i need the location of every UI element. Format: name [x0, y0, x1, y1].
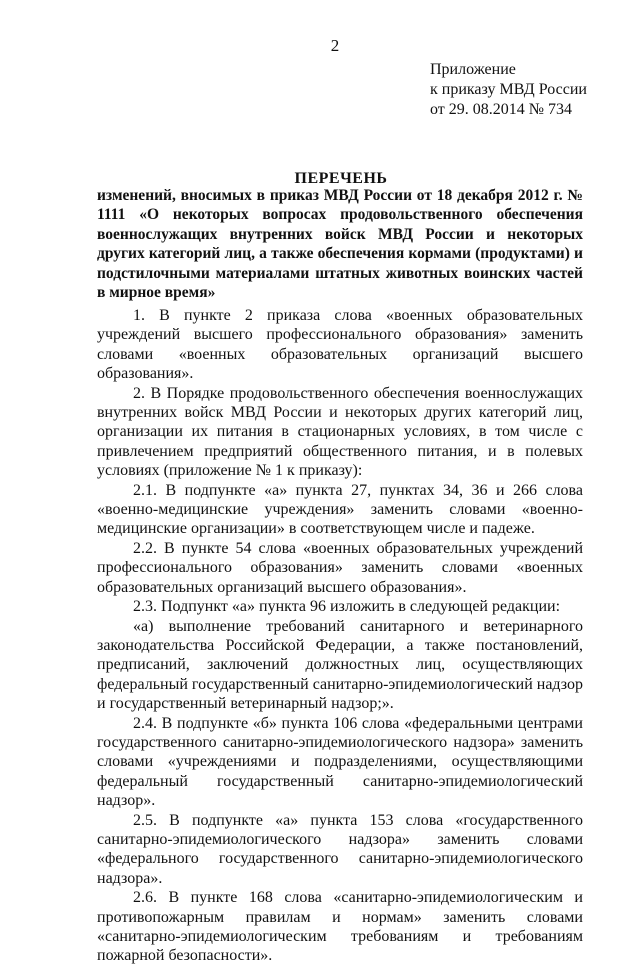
document-body	[97, 306, 583, 966]
page-number: 2	[330, 36, 340, 55]
paragraph: 2.2. В пункте 54 слова «военных образовательных учреждений профессионального образования» заменить словами «военных образовательных организаций высшего образования».	[97, 539, 583, 596]
paragraph: 1. В пункте 2 приказа слова «военных образовательных учреждений высшего профессионального образования» заменить словами «военных образовательных организаций высшего образования».	[97, 307, 583, 383]
paragraph: 2.1. В подпункте «а» пункта 27, пунктах 34, 36 и 266 слова «военно-медицинские учреждения» заменить словами «военно-медицинские организации» в соответствующем числе и падеже.	[97, 481, 583, 538]
appendix-block	[430, 60, 587, 120]
paragraph: 2.4. В подпункте «б» пункта 106 слова «федеральными центрами государственного санитарно-эпидемиологического надзора» заменить словами «учреждениями и подразделениями, осуществляющими федеральный государственный санитарно-эпидемиологический надзор».	[97, 714, 583, 810]
document-heading: изменений, вносимых в приказ МВД России от 18 декабря 2012 г. № 1111 «О некоторых вопросах продовольственного обеспечения военнослужащих внутренних войск МВД России и некоторых других категорий лиц, а также обеспечения кормами (продуктами) и подстилочными материалами штатных животных воинских частей в мирное время»	[97, 187, 583, 302]
appendix-line: от 29. 08.2014 № 734	[430, 101, 573, 118]
paragraph: 2.6. В пункте 168 слова «санитарно-эпидемиологическим и противопожарным правилам и нормам» заменить словами «санитарно-эпидемиологическим требованиям и требованиям пожарной безопасности».	[97, 889, 583, 965]
paragraph: 2. В Порядке продовольственного обеспечения военнослужащих внутренних войск МВД России и некоторых других категорий лиц, организации их питания в стационарных условиях, в том числе с привлечением предприятий общественного питания, и в полевых условиях (приложение № 1 к приказу):	[97, 384, 583, 480]
paragraph: 2.5. В подпункте «а» пункта 153 слова «государственного санитарно-эпидемиологического надзора» заменить словами «федерального государственного санитарно-эпидемиологического надзора».	[97, 811, 583, 887]
appendix-line: к приказу МВД России	[430, 81, 587, 98]
document-title: ПЕРЕЧЕНЬ	[294, 170, 388, 187]
appendix-line: Приложение	[430, 61, 516, 78]
paragraph: 2.3. Подпункт «а» пункта 96 изложить в следующей редакции:	[133, 598, 561, 616]
paragraph: «а) выполнение требований санитарного и ветеринарного законодательства Российской Федерации, а также постановлений, предписаний, заключений должностных лиц, осуществляющих федеральный государственный санитарно-эпидемиологический надзор и государственный ветеринарный надзор;».	[97, 617, 583, 713]
